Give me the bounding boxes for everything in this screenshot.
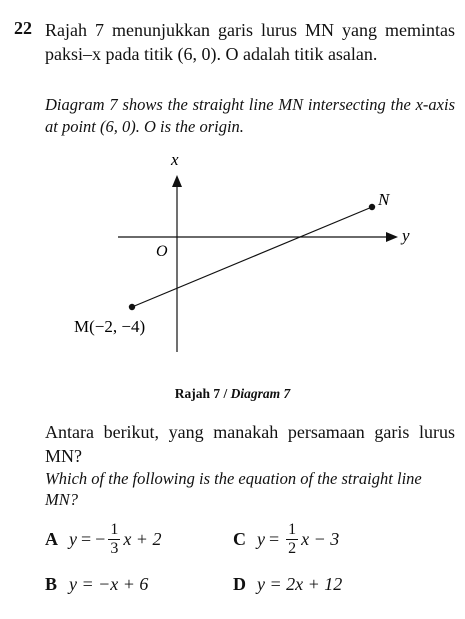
- question-text-english: Diagram 7 shows the straight line MN intersecting the x-axis at point (6, 0). O is the origin.: [45, 95, 455, 136]
- question-number: 22: [14, 18, 32, 38]
- horizontal-axis-arrow-icon: [386, 232, 398, 242]
- point-m: [129, 304, 135, 310]
- option-c[interactable]: [233, 522, 339, 557]
- y-axis-label: y: [402, 226, 410, 245]
- option-a-sign: −: [95, 529, 106, 549]
- option-d-label: D: [233, 574, 246, 594]
- diagram-7: [0, 145, 465, 385]
- option-b-label: B: [45, 574, 58, 594]
- option-d[interactable]: [233, 574, 342, 595]
- option-d-expression: y = 2x + 12: [257, 574, 343, 594]
- option-b[interactable]: [45, 574, 148, 595]
- diagram-caption: [0, 386, 465, 402]
- caption-english: Diagram 7: [230, 386, 291, 401]
- option-a-rest: x + 2: [123, 529, 162, 549]
- option-c-denominator: 2: [288, 540, 297, 557]
- x-axis-label: x: [171, 150, 179, 169]
- option-a[interactable]: [45, 522, 161, 557]
- prompt-text-malay: Antara berikut, yang manakah persamaan garis lurus MN?: [45, 422, 455, 466]
- point-n-label: N: [378, 190, 390, 209]
- option-c-numerator: 1: [288, 521, 297, 538]
- caption-malay: Rajah 7 /: [174, 386, 228, 401]
- option-a-label: A: [45, 529, 58, 549]
- line-mn: [132, 207, 372, 307]
- option-a-numerator: 1: [110, 521, 119, 538]
- option-a-lhs: y: [69, 529, 77, 549]
- option-c-fraction: [286, 522, 298, 557]
- option-c-label: C: [233, 529, 246, 549]
- option-b-expression: y = −x + 6: [69, 574, 149, 594]
- option-c-equals: =: [269, 529, 280, 549]
- option-a-fraction: [108, 522, 120, 557]
- option-c-rest: x − 3: [301, 529, 340, 549]
- point-m-label: M(−2, −4): [74, 317, 146, 336]
- origin-label: O: [156, 243, 168, 260]
- vertical-axis-arrow-icon: [172, 175, 182, 187]
- option-a-denominator: 3: [110, 540, 119, 557]
- prompt-text-english: Which of the following is the equation of the straight line MN?: [45, 469, 422, 509]
- point-n: [369, 204, 375, 210]
- option-a-equals: =: [81, 529, 92, 549]
- option-c-lhs: y: [257, 529, 265, 549]
- question-text-malay: Rajah 7 menunjukkan garis lurus MN yang memintas paksi–x pada titik (6, 0). O adalah titik asalan.: [45, 20, 455, 64]
